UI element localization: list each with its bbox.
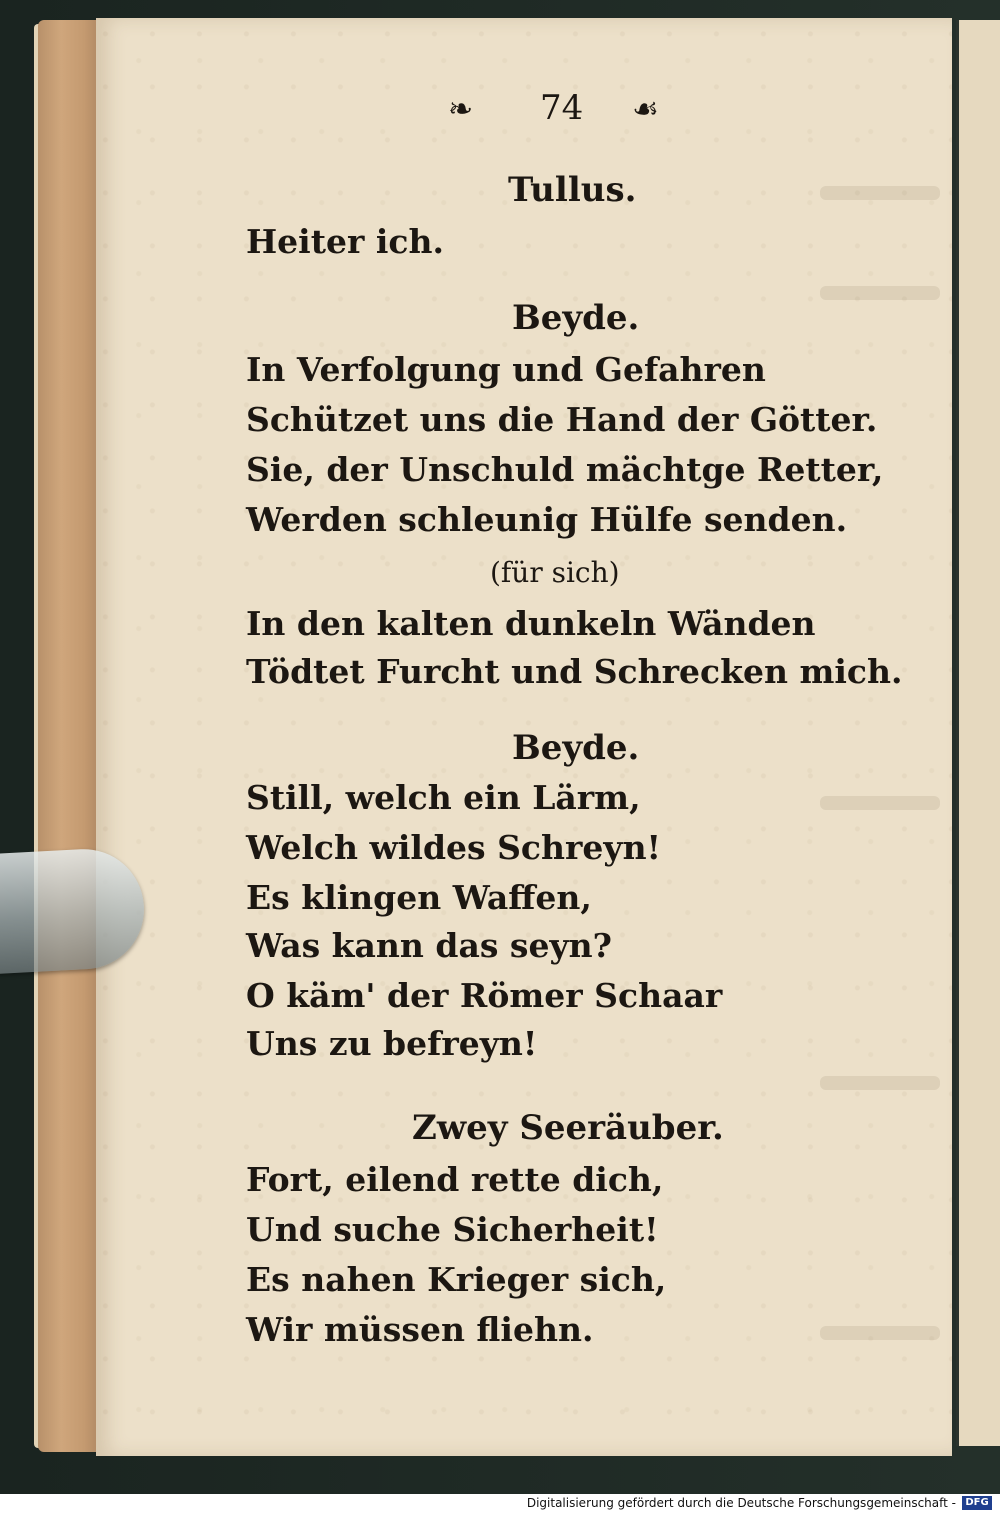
page-number: 74	[540, 88, 584, 128]
stage-direction: (für sich)	[490, 556, 620, 589]
show-through	[820, 286, 940, 300]
show-through	[820, 1076, 940, 1090]
verse-line: Werden schleunig Hülfe senden.	[246, 500, 848, 539]
show-through	[820, 796, 940, 810]
verse-line: Heiter ich.	[246, 222, 444, 261]
verse-line: Fort, eilend rette dich,	[246, 1160, 664, 1199]
page-stack	[38, 20, 104, 1452]
verse-line: Es nahen Krieger sich,	[246, 1260, 667, 1299]
ornament-left-icon: ❧	[448, 92, 474, 127]
next-page-edge	[956, 20, 1000, 1446]
show-through	[820, 186, 940, 200]
footer-bar	[0, 1494, 1000, 1514]
verse-line: Wir müssen fliehn.	[246, 1310, 594, 1349]
verse-line: Still, welch ein Lärm,	[246, 778, 641, 817]
show-through	[820, 1326, 940, 1340]
verse-line: Schützet uns die Hand der Götter.	[246, 400, 878, 439]
speaker-heading: Beyde.	[512, 298, 640, 338]
speaker-heading: Tullus.	[508, 170, 637, 210]
speaker-heading: Beyde.	[512, 728, 640, 768]
speaker-heading: Zwey Seeräuber.	[412, 1108, 724, 1148]
verse-line: Uns zu befreyn!	[246, 1024, 538, 1063]
funding-credit: Digitalisierung gefördert durch die Deutsche Forschungsgemeinschaft -	[526, 1496, 956, 1510]
verse-line: Welch wildes Schreyn!	[246, 828, 662, 867]
verse-line: Es klingen Waffen,	[246, 878, 592, 917]
dfg-logo: DFG	[962, 1496, 992, 1510]
verse-line: O käm' der Römer Schaar	[246, 976, 723, 1015]
ornament-right-icon: ☙	[632, 92, 659, 127]
verse-line: Sie, der Unschuld mächtge Retter,	[246, 450, 884, 489]
verse-line: In den kalten dunkeln Wänden	[246, 604, 816, 643]
verse-line: Tödtet Furcht und Schrecken mich.	[246, 652, 903, 691]
verse-line: Was kann das seyn?	[246, 926, 612, 965]
verse-line: Und suche Sicherheit!	[246, 1210, 659, 1249]
verse-line: In Verfolgung und Gefahren	[246, 350, 766, 389]
